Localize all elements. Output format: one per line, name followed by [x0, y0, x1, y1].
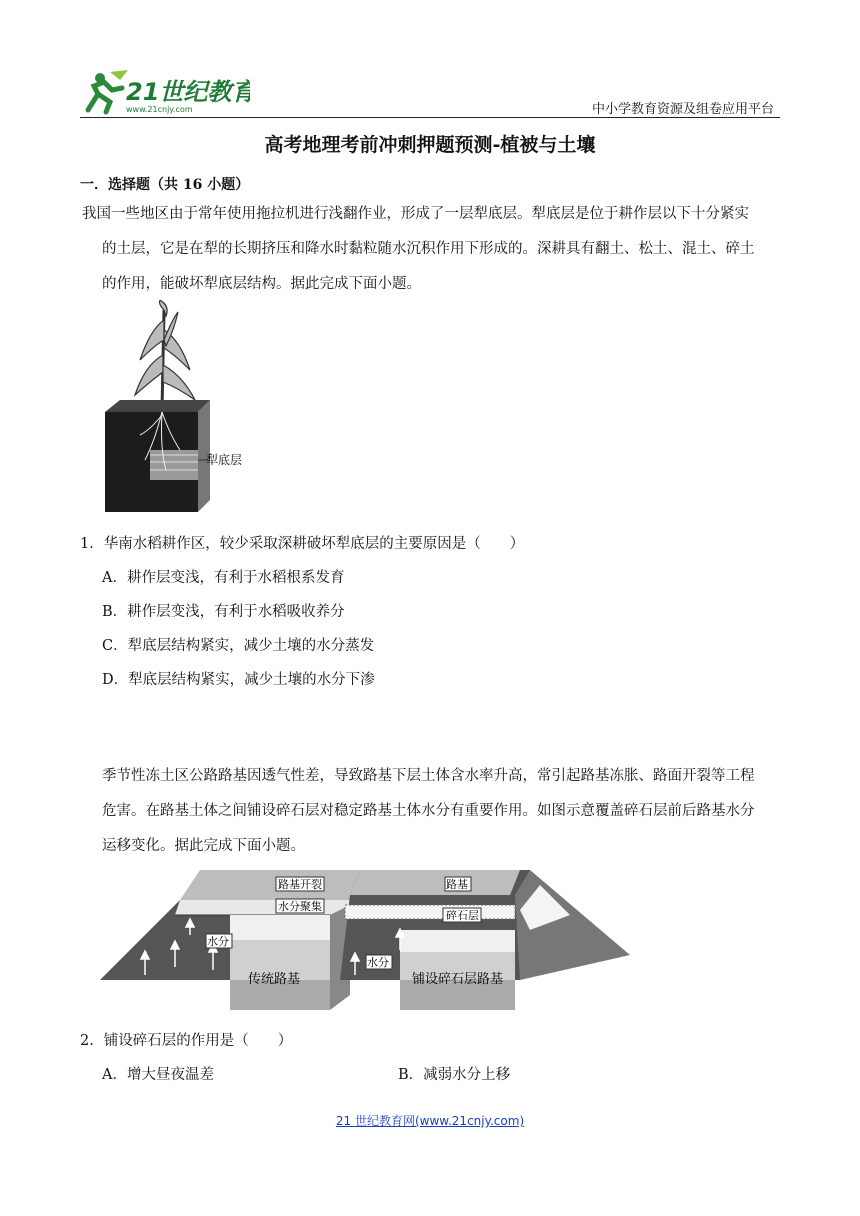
question-1-option-d[interactable]: D．犁底层结构紧实，减少土壤的水分下渗: [102, 672, 375, 688]
roadbed-label: 路基: [446, 878, 468, 891]
gravel-roadbed-label: 铺设碎石层路基: [412, 972, 504, 987]
section-heading: 一．选择题（共 16 小题）: [80, 177, 250, 193]
logo-url: www.21cnjy.com: [126, 105, 193, 114]
platform-name: 中小学教育资源及组卷应用平台: [591, 102, 774, 117]
water-left-label: 水分: [207, 935, 229, 948]
passage-1-line: 的土层，它是在犁的长期挤压和降水时黏粒随水沉积作用下形成的。深耕具有翻土、松土、混土、碎土: [102, 241, 755, 257]
runner-icon: [88, 70, 128, 112]
passage-2-line: 运移变化。据此完成下面小题。: [102, 838, 305, 854]
header-divider: [80, 117, 780, 118]
footer-link[interactable]: 21 世纪教育网(www.21cnjy.com): [335, 1114, 525, 1128]
passage-2-line: 季节性冻土区公路路基因透气性差，导致路基下层土体含水率升高，常引起路基冻胀、路面开裂等工程: [102, 768, 755, 784]
passage-2-line: 危害。在路基土体之间铺设碎石层对稳定路基土体水分有重要作用。如图示意覆盖碎石层前后路基水分: [102, 803, 755, 819]
plough-pan-label: 犁底层: [206, 453, 243, 467]
site-logo: [80, 66, 250, 116]
passage-2: [82, 759, 782, 864]
water-gather-label: 水分聚集: [278, 900, 322, 913]
question-2-stem: 2．铺设碎石层的作用是（ ）: [80, 1033, 293, 1049]
traditional-roadbed-label: 传统路基: [248, 972, 301, 987]
crack-label: 路基开裂: [278, 878, 322, 891]
water-right-label: 水分: [367, 956, 389, 969]
plough-pan-figure: [100, 300, 255, 518]
question-2-option-a[interactable]: A．增大昼夜温差: [102, 1067, 214, 1083]
passage-1-line: 的作用，能破坏犁底层结构。据此完成下面小题。: [102, 276, 421, 292]
question-1-option-c[interactable]: C．犁底层结构紧实，减少土壤的水分蒸发: [102, 638, 375, 654]
footer: [0, 1112, 860, 1129]
roadbed-figure: [100, 865, 630, 1015]
gravel-layer-label: 碎石层: [446, 909, 479, 922]
passage-1-line: 我国一些地区由于常年使用拖拉机进行浅翻作业，形成了一层犁底层。犁底层是位于耕作层以下十分紧实: [82, 206, 749, 222]
question-1-option-a[interactable]: A．耕作层变浅，有利于水稻根系发育: [102, 570, 345, 586]
logo-text: 21世纪教育: [126, 78, 250, 106]
question-1-stem: 1．华南水稻耕作区，较少采取深耕破坏犁底层的主要原因是（ ）: [80, 536, 525, 552]
page-title: 高考地理考前冲刺押题预测-植被与土壤: [264, 134, 596, 156]
question-2-option-b[interactable]: B．减弱水分上移: [398, 1067, 511, 1083]
question-1-option-b[interactable]: B．耕作层变浅，有利于水稻吸收养分: [102, 604, 345, 620]
passage-1: [82, 197, 782, 302]
